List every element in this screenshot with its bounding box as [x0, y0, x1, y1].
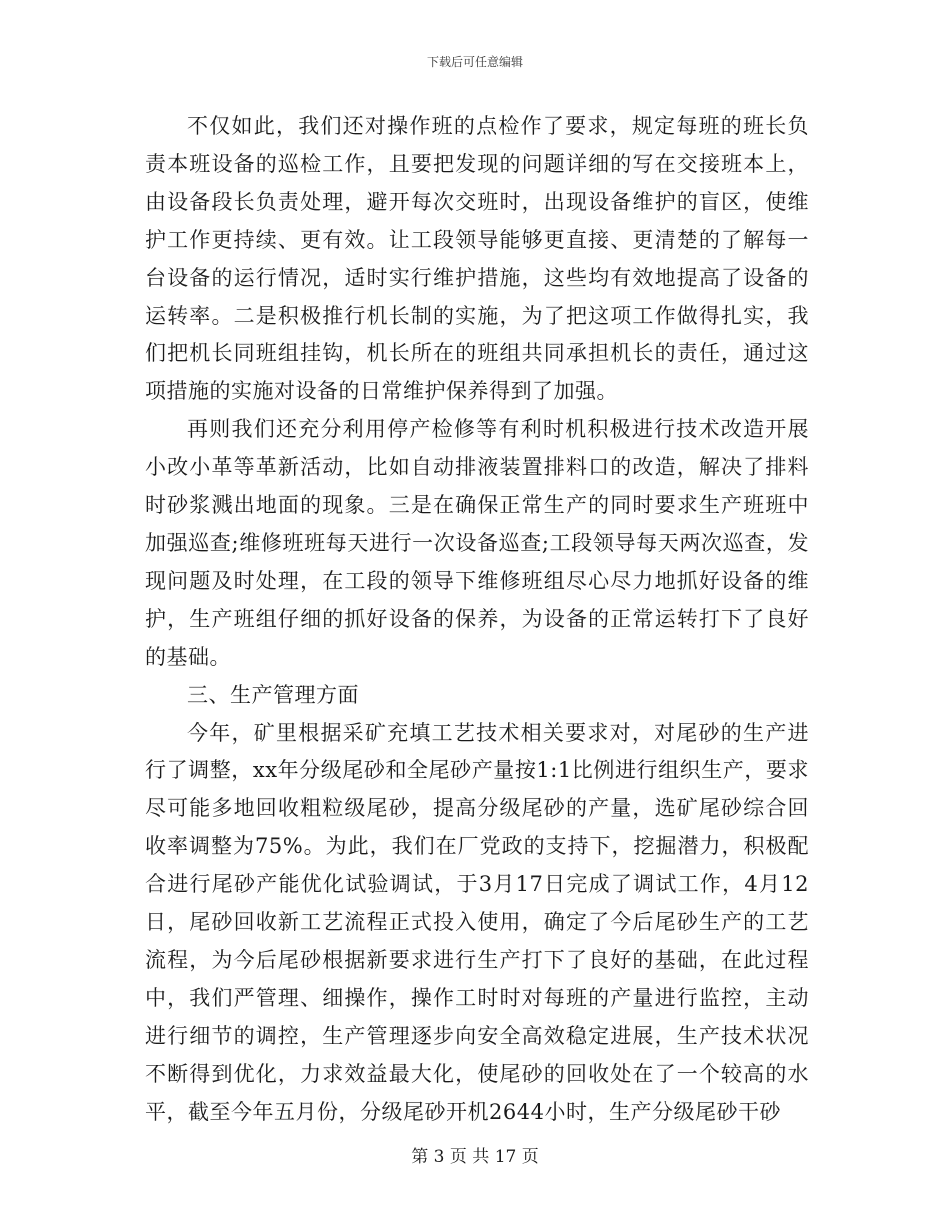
paragraph-tech-reform: 再则我们还充分利用停产检修等有利时机积极进行技术改造开展小改小革等革新活动，比如自动排液装置排料口的改造，解决了排料时砂浆溅出地面的现象。三是在确保正常生产的同时要求生产班班中加强巡查;维修班班每天进行一次设备巡查;工段领导每天两次巡查，发现问题及时处理，在工段的领导下维修班组尽心尽力地抓好设备的维护，生产班组仔细的抓好设备的保养，为设备的正常运转打下了良好的基础。 [145, 417, 809, 669]
paragraph-tailings-production: 今年，矿里根据采矿充填工艺技术相关要求对，对尾砂的生产进行了调整，xx年分级尾砂和全尾砂产量按1:1比例进行组织生产，要求尽可能多地回收粗粒级尾砂，提高分级尾砂的产量，选矿尾砂综合回收率调整为75%。为此，我们在厂党政的支持下，挖掘潜力，积极配合进行尾砂产能优化试验调试，于3月17日完成了调试工作，4月12日，尾砂回收新工艺流程正式投入使用，确定了今后尾砂生产的工艺流程，为今后尾砂根据新要求进行生产打下了良好的基础，在此过程中，我们严管理、细操作，操作工时时对每班的产量进行监控，主动进行细节的调控，生产管理逐步向安全高效稳定进展，生产技术状况不断得到优化，力求效益最大化，使尾砂的回收处在了一个较高的水平，截至今年五月份，分级尾砂开机2644小时，生产分级尾砂干砂 [145, 720, 809, 1124]
paragraph-inspection: 不仅如此，我们还对操作班的点检作了要求，规定每班的班长负责本班设备的巡检工作，且要把发现的问题详细的写在交接班本上，由设备段长负责处理，避开每次交班时，出现设备维护的盲区，使维护工作更持续、更有效。让工段领导能够更直接、更清楚的了解每一台设备的运行情况，适时实行维护措施，这些均有效地提高了设备的运转率。二是积极推行机长制的实施，为了把这项工作做得扎实，我们把机长同班组挂钩，机长所在的班组共同承担机长的责任，通过这项措施的实施对设备的日常维护保养得到了加强。 [145, 114, 809, 404]
page-number-footer: 第 3 页 共 17 页 [411, 1147, 539, 1167]
section-heading-production-management: 三、生产管理方面 [187, 682, 359, 707]
page-header-note: 下载后可任意编辑 [426, 55, 523, 69]
document-body [145, 108, 809, 1131]
